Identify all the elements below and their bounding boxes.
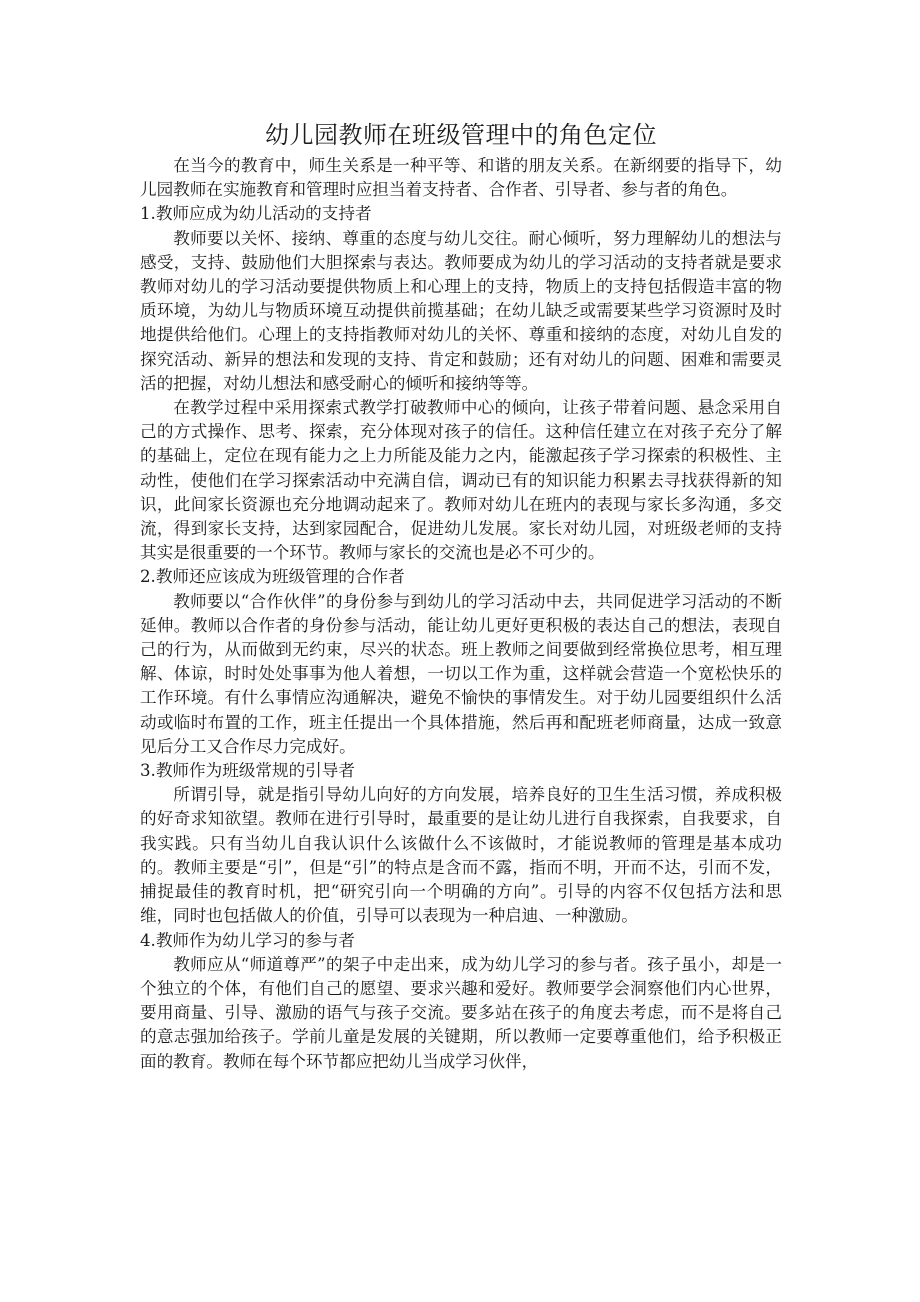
section-3-paragraph-1: 所谓引导，就是指引导幼儿向好的方向发展，培养良好的卫生生活习惯，养成积极的好奇求知欲望。教师在进行引导时，最重要的是让幼儿进行自我探索，自我要求，自我实践。只有当幼儿自我认识什么该做什么不该做时，才能说教师的管理是基本成功的。教师主要是“引”，但是“引”的特点是含而不露，指而不明，开而不达，引而不发，捕捉最佳的教育时机，把“研究引向一个明确的方向”。引导的内容不仅包括方法和思维，同时也包括做人的价值，引导可以表现为一种启迪、一种激励。	[140, 785, 782, 926]
section-heading-3: 3.教师作为班级常规的引导者	[140, 761, 355, 781]
section-1-paragraph-1: 教师要以关怀、接纳、尊重的态度与幼儿交往。耐心倾听，努力理解幼儿的想法与感受，支持、鼓励他们大胆探索与表达。教师要成为幼儿的学习活动的支持者就是要求教师对幼儿的学习活动要提供物质上和心理上的支持，物质上的支持包括假造丰富的物质环境，为幼儿与物质环境互动提供前揽基础；在幼儿缺乏或需要某些学习资源时及时地提供给他们。心理上的支持指教师对幼儿的关怀、尊重和接纳的态度，对幼儿自发的探究活动、新异的想法和发现的支持、肯定和鼓励；还有对幼儿的问题、困难和需要灵活的把握，对幼儿想法和感受耐心的倾听和接纳等等。	[140, 228, 782, 393]
section-heading-1: 1.教师应成为幼儿活动的支持者	[140, 204, 372, 224]
section-1-paragraph-2: 在教学过程中采用探索式教学打破教师中心的倾向，让孩子带着问题、悬念采用自己的方式操作、思考、探索，充分体现对孩子的信任。这种信任建立在对孩子充分了解的基础上，定位在现有能力之上力所能及能力之内，能激起孩子学习探索的积极性、主动性，使他们在学习探索活动中充满自信，调动已有的知识能力积累去寻找获得新的知识，此间家长资源也充分地调动起来了。教师对幼儿在班内的表现与家长多沟通，多交流，得到家长支持，达到家园配合，促进幼儿发展。家长对幼儿园，对班级老师的支持其实是很重要的一个环节。教师与家长的交流也是必不可少的。	[140, 398, 782, 563]
section-2-paragraph-1: 教师要以“合作伙伴”的身份参与到幼儿的学习活动中去，共同促进学习活动的不断延伸。教师以合作者的身份参与活动，能让幼儿更好更积极的表达自己的想法，表现自己的行为，从而做到无约束，尽兴的状态。班上教师之间要做到经常换位思考，相互理解、体谅，时时处处事事为他人着想，一切以工作为重，这样就会营造一个宽松快乐的工作环境。有什么事情应沟通解决，避免不愉快的事情发生。对于幼儿园要组织什么活动或临时布置的工作，班主任提出一个具体措施，然后再和配班老师商量，达成一致意见后分工又合作尽力完成好。	[140, 591, 782, 756]
document-title: 幼儿园教师在班级管理中的角色定位	[265, 121, 657, 149]
section-heading-4: 4.教师作为幼儿学习的参与者	[140, 930, 355, 950]
intro-paragraph: 在当今的教育中，师生关系是一种平等、和谐的朋友关系。在新纲要的指导下，幼儿园教师在实施教育和管理时应担当着支持者、合作者、引导者、参与者的角色。	[140, 156, 782, 200]
section-heading-2: 2.教师还应该成为班级管理的合作者	[140, 567, 405, 587]
section-4-paragraph-1: 教师应从“师道尊严”的架子中走出来，成为幼儿学习的参与者。孩子虽小，却是一个独立的个体，有他们自己的愿望、要求兴趣和爱好。教师要学会洞察他们内心世界，要用商量、引导、激励的语气与孩子交流。要多站在孩子的角度去考虑，而不是将自己的意志强加给孩子。学前儿童是发展的关键期，所以教师一定要尊重他们，给予积极正面的教育。教师在每个环节都应把幼儿当成学习伙伴，	[140, 954, 782, 1071]
document-page	[140, 118, 782, 1074]
